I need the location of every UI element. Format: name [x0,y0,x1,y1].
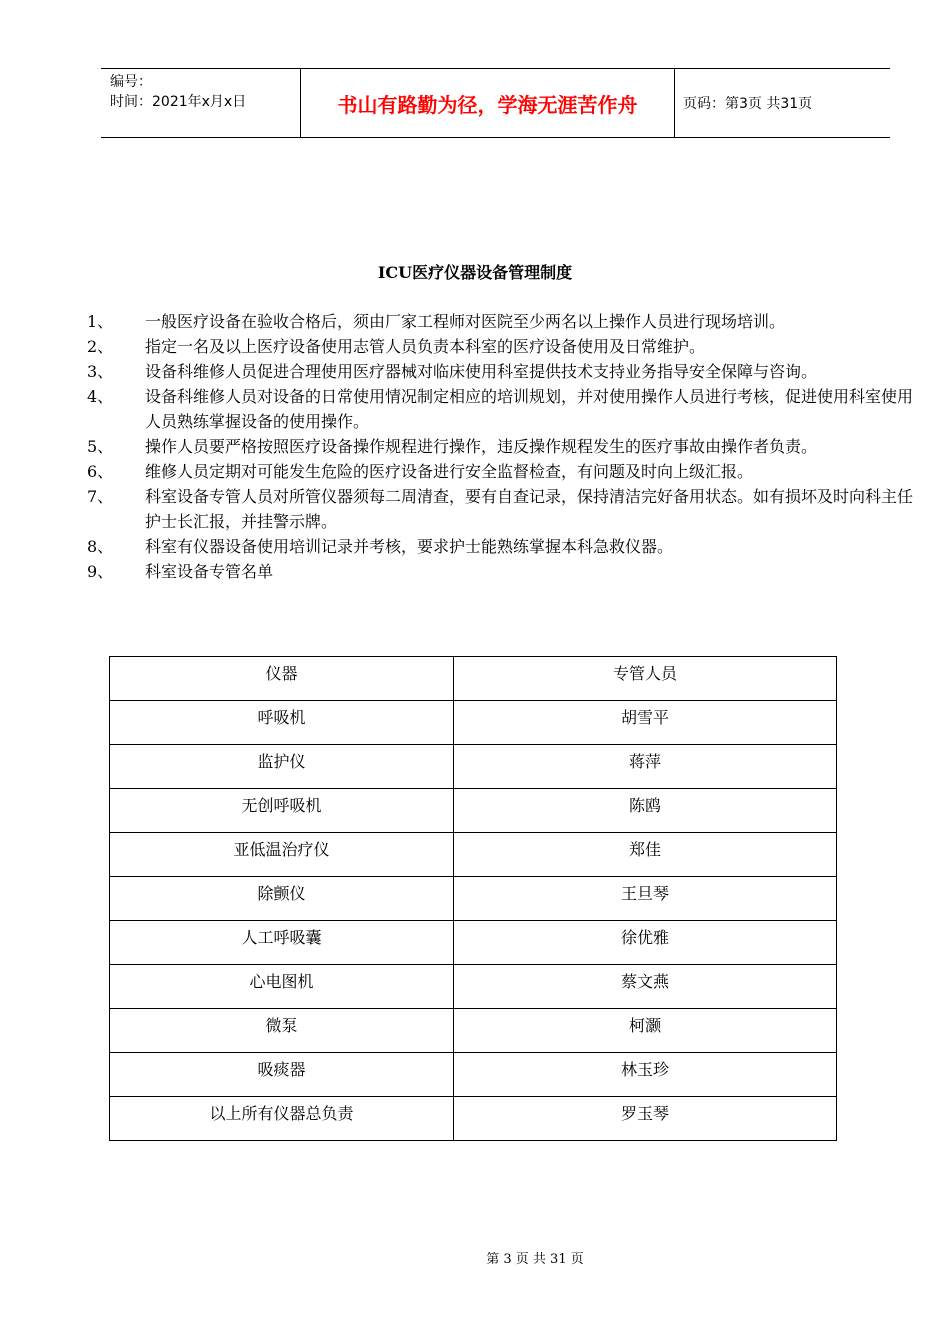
table-row [110,1009,837,1053]
page-footer: 第 3 页 共 31 页 [486,1252,584,1267]
item-text: 操作人员要严格按照医疗设备操作规程进行操作，违反操作规程发生的医疗事故由操作者负责。 [145,437,818,456]
table-cell: 以上所有仪器总负责 [110,1097,454,1141]
item-number: 5、 [87,437,114,456]
item-number: 2、 [87,337,114,356]
table-cell: 呼吸机 [110,701,454,745]
table-row [110,833,837,877]
header-meta [101,69,301,137]
list-item [87,359,922,384]
time-label: 时间：2021年x月x日 [110,94,247,110]
page-header [101,68,890,138]
table-cell: 柯灏 [454,1009,837,1053]
list-item [87,309,922,334]
list-item [87,559,922,584]
table-cell: 王旦琴 [454,877,837,921]
table-row [110,965,837,1009]
item-text: 维修人员定期对可能发生危险的医疗设备进行安全监督检查，有问题及时向上级汇报。 [145,462,754,481]
table-cell: 人工呼吸囊 [110,921,454,965]
table-cell: 徐优雅 [454,921,837,965]
table-header-cell: 专管人员 [454,657,837,701]
table-cell: 郑佳 [454,833,837,877]
item-number: 1、 [87,312,114,331]
table-row [110,877,837,921]
item-text: 设备科维修人员对设备的日常使用情况制定相应的培训规划，并对使用操作人员进行考核，促进使用科室使用人员熟练掌握设备的使用操作。 [145,387,914,431]
rules-list [87,309,922,584]
equipment-manager-table [109,656,837,1141]
list-item [87,459,922,484]
table-row [110,921,837,965]
table-cell: 蒋萍 [454,745,837,789]
item-text: 一般医疗设备在验收合格后，须由厂家工程师对医院至少两名以上操作人员进行现场培训。 [145,312,786,331]
table-cell: 林玉珍 [454,1053,837,1097]
list-item [87,484,922,534]
table-cell: 蔡文燕 [454,965,837,1009]
item-text: 指定一名及以上医疗设备使用志管人员负责本科室的医疗设备使用及日常维护。 [145,337,706,356]
table-row [110,701,837,745]
table-cell: 吸痰器 [110,1053,454,1097]
item-text: 科室有仪器设备使用培训记录并考核，要求护士能熟练掌握本科急救仪器。 [145,537,674,556]
table-cell: 陈鸥 [454,789,837,833]
number-label: 编号： [110,74,152,90]
document-title: ICU医疗仪器设备管理制度 [377,263,573,282]
list-item [87,384,922,434]
item-text: 设备科维修人员促进合理使用医疗器械对临床使用科室提供技术支持业务指导安全保障与咨询。 [145,362,818,381]
list-item [87,334,922,359]
table-cell: 罗玉琴 [454,1097,837,1141]
table-row [110,1053,837,1097]
list-item [87,434,922,459]
header-motto: 书山有路勤为径，学海无涯苦作舟 [301,69,675,137]
table-row [110,789,837,833]
table-header-row [110,657,837,701]
table-row [110,1097,837,1141]
table-row [110,745,837,789]
list-item [87,534,922,559]
header-page-info: 页码：第3页 共31页 [683,96,813,112]
item-number: 3、 [87,362,114,381]
table-cell: 监护仪 [110,745,454,789]
item-number: 6、 [87,462,114,481]
table-cell: 无创呼吸机 [110,789,454,833]
table-cell: 除颤仪 [110,877,454,921]
table-header-cell: 仪器 [110,657,454,701]
table-cell: 亚低温治疗仪 [110,833,454,877]
item-number: 9、 [87,562,114,581]
item-text: 科室设备专管人员对所管仪器须每二周清查，要有自查记录，保持清洁完好备用状态。如有损坏及时向科主任护士长汇报，并挂警示牌。 [145,487,914,531]
table-cell: 心电图机 [110,965,454,1009]
item-number: 8、 [87,537,114,556]
item-number: 7、 [87,487,114,506]
item-text: 科室设备专管名单 [145,562,274,581]
item-number: 4、 [87,387,114,406]
table-cell: 胡雪平 [454,701,837,745]
table-cell: 微泵 [110,1009,454,1053]
